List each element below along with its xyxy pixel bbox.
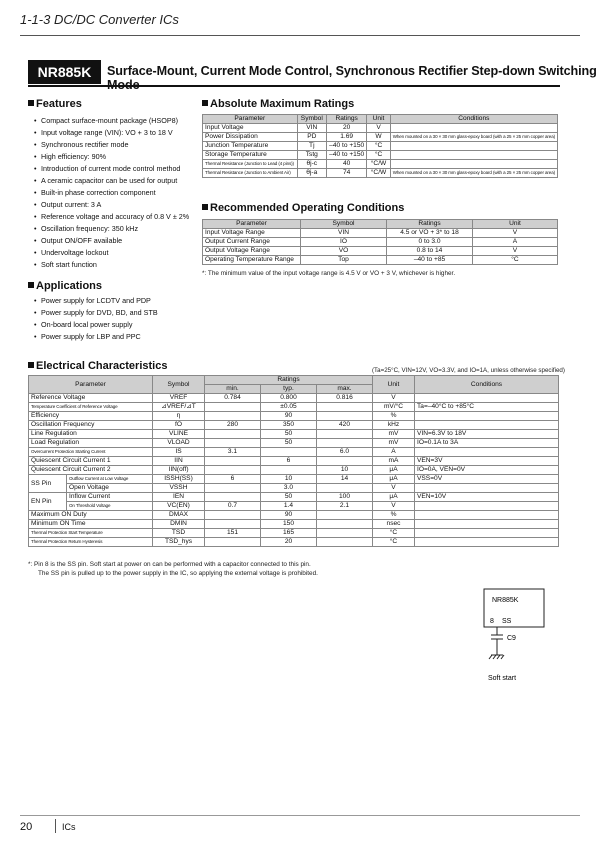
symbol-cell: VC(EN) [153,502,205,511]
typ-cell: 165 [261,529,317,538]
min-cell [205,493,261,502]
symbol-cell: VLINE [153,430,205,439]
page-number: 20 [20,821,33,833]
symbol-cell: IS [153,448,205,457]
param-cell: Inflow Current [67,493,153,502]
unit-cell: V [373,484,415,493]
min-cell [205,520,261,529]
table-row [29,421,559,430]
symbol-cell: VREF [153,394,205,403]
min-cell [205,538,261,547]
symbol-cell: VSSH [153,484,205,493]
typ-cell: 150 [261,520,317,529]
conditions-cell [415,412,559,421]
list-item: • Oscillation frequency: 350 kHz [34,223,189,235]
param-cell: Quiescent Circuit Current 2 [29,466,153,475]
list-item: • Output current: 3 A [34,199,189,211]
param-cell: Minimum ON Time [29,520,153,529]
elec-note-2: The SS pin is pulled up to the power supply in the IC, so applying the external voltage is prohibited. [38,570,318,577]
conditions-cell: VIN=6.3V to 18V [415,430,559,439]
col-header: Symbol [153,376,205,394]
section-header: 1-1-3 DC/DC Converter ICs [20,12,179,27]
conditions-cell: IO=0.1A to 3A [415,439,559,448]
max-cell [317,430,373,439]
list-item: • High efficiency: 90% [34,151,189,163]
symbol-cell: IIN(off) [153,466,205,475]
max-cell: 14 [317,475,373,484]
param-cell: Thermal Protection Start Temperature [29,529,153,538]
param-cell: Efficiency [29,412,153,421]
col-header: Conditions [390,115,557,124]
diagram-caption: Soft start [488,675,517,682]
pin-name: SS [502,618,512,625]
unit-cell: kHz [373,421,415,430]
table-row: Output Voltage Range VO 0.8 to 14 V [203,247,558,256]
max-cell [317,439,373,448]
max-cell [317,511,373,520]
unit-cell: °C [373,538,415,547]
max-cell [317,538,373,547]
list-item: • Undervoltage lockout [34,247,189,259]
typ-cell: ±0.05 [261,403,317,412]
param-cell: Open Voltage [67,484,153,493]
part-description: Surface-Mount, Current Mode Control, Synchronous Rectifier Step-down Switching Mode [107,64,597,92]
symbol-cell: ISSH(SS) [153,475,205,484]
param-cell: Reference Voltage [29,394,153,403]
table-row [29,538,559,547]
col-header: Parameter [203,220,301,229]
rec-op-heading: Recommended Operating Conditions [202,202,404,214]
col-header: Unit [367,115,390,124]
min-cell [205,466,261,475]
typ-cell: 50 [261,493,317,502]
min-cell: 151 [205,529,261,538]
typ-cell: 1.4 [261,502,317,511]
typ-cell: 90 [261,511,317,520]
capacitor-label: C9 [507,635,516,642]
elec-table [28,375,559,547]
ground-hatch [489,655,492,659]
max-cell: 420 [317,421,373,430]
conditions-cell: IO=0A, VEN=0V [415,466,559,475]
list-item: • Input voltage range (VIN): VO + 3 to 18 V [34,127,189,139]
list-item: • Power supply for LBP and PPC [34,331,158,343]
col-header: Symbol [301,220,387,229]
symbol-cell: DMIN [153,520,205,529]
table-row [29,448,559,457]
conditions-cell [415,502,559,511]
col-header: min. [205,385,261,394]
table-row [29,439,559,448]
elec-heading: Electrical Characteristics [28,360,167,372]
param-cell: Thermal Protection Return Hysteresis [29,538,153,547]
table-row: Power Dissipation PD 1.69 W When mounted on a 30 × 30 mm glass-epoxy board (with a 25 × 25 mm copper area) [203,133,558,142]
list-item: • Output ON/OFF available [34,235,189,247]
soft-start-circuit-diagram [470,585,560,695]
conditions-cell: Ta=–40°C to +85°C [415,403,559,412]
unit-cell: μA [373,475,415,484]
typ-cell: 50 [261,430,317,439]
en-pin-group: EN Pin [29,493,67,511]
param-cell: Line Regulation [29,430,153,439]
table-row [29,457,559,466]
min-cell [205,484,261,493]
typ-cell: 50 [261,439,317,448]
table-row [29,430,559,439]
min-cell [205,412,261,421]
typ-cell: 90 [261,412,317,421]
title-rule [28,85,560,87]
min-cell: 3.1 [205,448,261,457]
table-row: Junction Temperature Tj –40 to +150 °C [203,142,558,151]
max-cell [317,529,373,538]
ic-label: NR885K [492,597,519,604]
features-list [34,115,189,271]
param-cell: Quiescent Circuit Current 1 [29,457,153,466]
unit-cell: μA [373,466,415,475]
param-cell: Oscillation Frequency [29,421,153,430]
max-cell [317,403,373,412]
symbol-cell: TSD [153,529,205,538]
ground-hatch [501,655,504,659]
symbol-cell: IEN [153,493,205,502]
ss-pin-group: SS Pin [29,475,67,493]
footer-divider [55,819,56,833]
typ-cell: 3.0 [261,484,317,493]
list-item: • On-board local power supply [34,319,158,331]
unit-cell: mV [373,439,415,448]
max-cell [317,457,373,466]
col-header: Parameter [29,376,153,394]
table-row [29,502,559,511]
typ-cell: 20 [261,538,317,547]
param-cell: Temperature Coefficient of Reference Voltage [29,403,153,412]
footer-rule [20,815,580,816]
unit-cell: % [373,412,415,421]
max-cell [317,412,373,421]
list-item: • Power supply for DVD, BD, and STB [34,307,158,319]
list-item: • Power supply for LCDTV and PDP [34,295,158,307]
table-row: Thermal Resistance (Junction to Ambient Air) θj-a 74 °C/W When mounted on a 30 × 30 mm glass-epoxy board (with a 25 × 25 mm copper area) [203,169,558,178]
min-cell [205,430,261,439]
elec-conditions: (Ta=25°C, VIN=12V, VO=3.3V, and IO=1A, unless otherwise specified) [372,367,565,374]
table-row [29,403,559,412]
table-row [29,520,559,529]
min-cell: 0.784 [205,394,261,403]
table-row [29,466,559,475]
typ-cell [261,466,317,475]
table-row: Output Current Range IO 0 to 3.0 A [203,238,558,247]
table-row [29,412,559,421]
min-cell: 280 [205,421,261,430]
col-header: max. [317,385,373,394]
conditions-cell [415,448,559,457]
min-cell [205,439,261,448]
table-row [29,394,559,403]
typ-cell: 350 [261,421,317,430]
table-row [29,529,559,538]
abs-max-heading: Absolute Maximum Ratings [202,98,354,110]
list-item: • Reference voltage and accuracy of 0.8 V ± 2% [34,211,189,223]
min-cell [205,511,261,520]
min-cell: 6 [205,475,261,484]
conditions-cell [415,484,559,493]
rec-op-table [202,219,558,265]
col-header: Conditions [415,376,559,394]
unit-cell: V [373,502,415,511]
symbol-cell: IIN [153,457,205,466]
unit-cell: mV [373,430,415,439]
typ-cell [261,448,317,457]
unit-cell: mA [373,457,415,466]
applications-list [34,295,158,343]
list-item: • A ceramic capacitor can be used for output [34,175,189,187]
param-cell: On Threshold Voltage [67,502,153,511]
conditions-cell [415,529,559,538]
list-item: • Introduction of current mode control method [34,163,189,175]
table-row: Operating Temperature Range Top –40 to +85 °C [203,256,558,265]
min-cell: 0.7 [205,502,261,511]
col-header: typ. [261,385,317,394]
param-cell: Maximum ON Duty [29,511,153,520]
conditions-cell [415,520,559,529]
max-cell [317,520,373,529]
min-cell [205,457,261,466]
conditions-cell [415,538,559,547]
conditions-cell [415,511,559,520]
col-header: Unit [373,376,415,394]
max-cell: 6.0 [317,448,373,457]
list-item: • Synchronous rectifier mode [34,139,189,151]
table-row: Input Voltage VIN 20 V [203,124,558,133]
conditions-cell [415,421,559,430]
min-cell [205,403,261,412]
unit-cell: % [373,511,415,520]
elec-note-1: *: Pin 8 is the SS pin. Soft start at power on can be performed with a capacitor connected to this pin. [28,561,311,568]
ground-hatch [493,655,496,659]
header-rule [20,35,580,36]
param-cell: Overcurrent Protection Starting Current [29,448,153,457]
max-cell [317,484,373,493]
table-row: Thermal Resistance (Junction to Lead (4 pins)) θj-c 40 °C/W [203,160,558,169]
max-cell: 10 [317,466,373,475]
col-header: Ratings [387,220,473,229]
applications-heading: Applications [28,280,102,292]
symbol-cell: VLOAD [153,439,205,448]
abs-max-table [202,114,558,178]
pin-number: 8 [490,618,494,625]
param-cell: Outflow Current at Low Voltage [67,475,153,484]
list-item: • Built-in phase correction component [34,187,189,199]
col-header: Unit [473,220,558,229]
conditions-cell: VSS=0V [415,475,559,484]
table-row [29,484,559,493]
unit-cell: A [373,448,415,457]
symbol-cell: η [153,412,205,421]
max-cell: 2.1 [317,502,373,511]
symbol-cell: TSD_hys [153,538,205,547]
col-header: Parameter [203,115,298,124]
typ-cell: 0.800 [261,394,317,403]
typ-cell: 6 [261,457,317,466]
table-row: Storage Temperature Tstg –40 to +150 °C [203,151,558,160]
symbol-cell: DMAX [153,511,205,520]
col-header: Ratings [205,376,373,385]
col-header: Symbol [297,115,326,124]
symbol-cell: ⊿VREF/⊿T [153,403,205,412]
unit-cell: μA [373,493,415,502]
conditions-cell [415,394,559,403]
list-item: • Compact surface-mount package (HSOP8) [34,115,189,127]
symbol-cell: fO [153,421,205,430]
table-row [29,511,559,520]
list-item: • Soft start function [34,259,189,271]
unit-cell: nsec [373,520,415,529]
features-heading: Features [28,98,82,110]
footer-section: ICs [62,822,76,832]
unit-cell: mV/°C [373,403,415,412]
part-number: NR885K [28,60,101,84]
param-cell: Load Regulation [29,439,153,448]
ground-hatch [497,655,500,659]
table-row: Input Voltage Range VIN 4.5 or VO + 3* to 18 V [203,229,558,238]
unit-cell: °C [373,529,415,538]
conditions-cell: VEN=3V [415,457,559,466]
table-row [29,475,559,484]
typ-cell: 10 [261,475,317,484]
max-cell: 100 [317,493,373,502]
max-cell: 0.816 [317,394,373,403]
col-header: Ratings [327,115,367,124]
conditions-cell: VEN=10V [415,493,559,502]
table-row [29,493,559,502]
rec-op-note: *: The minimum value of the input voltage range is 4.5 V or VO + 3 V, whichever is higher. [202,270,456,277]
unit-cell: V [373,394,415,403]
